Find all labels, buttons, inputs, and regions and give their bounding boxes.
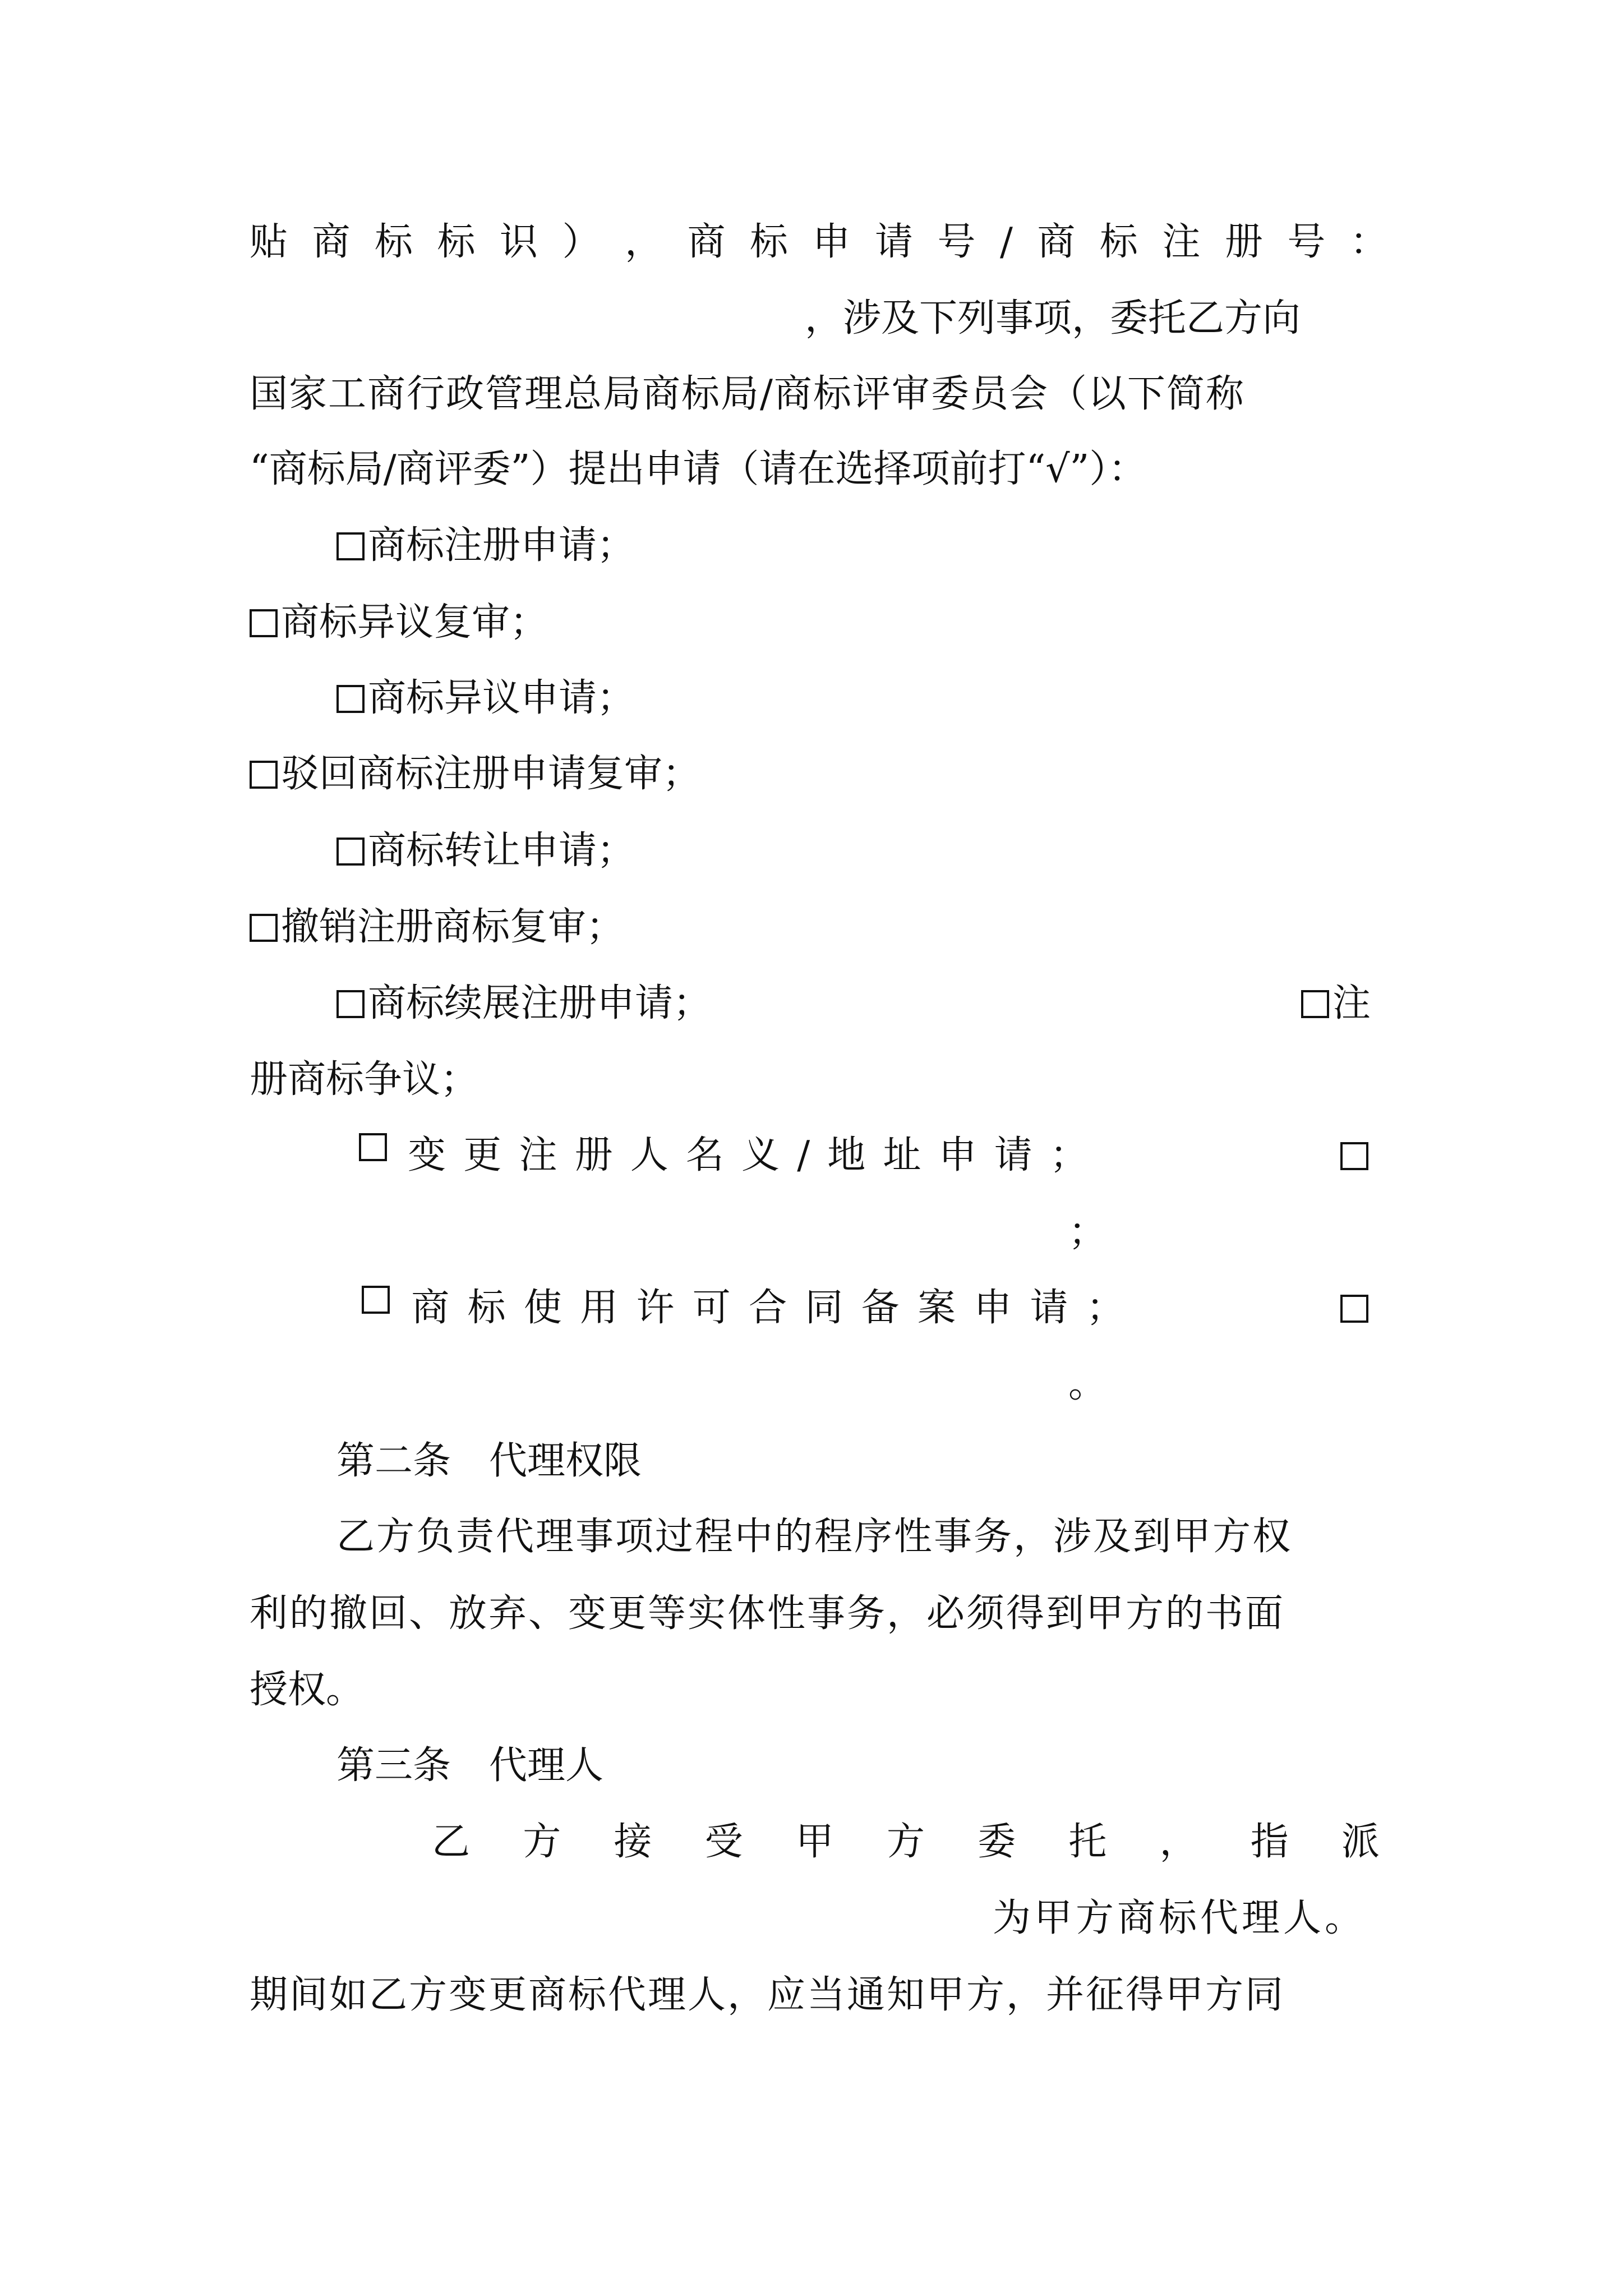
checkbox-box[interactable] bbox=[1340, 1142, 1368, 1170]
checkbox-label-char: 变 bbox=[408, 1133, 446, 1177]
checkbox-label: 商标异议复审； bbox=[281, 600, 548, 645]
spread-char: 指 bbox=[1250, 1820, 1289, 1864]
checkbox-transfer-application[interactable] bbox=[336, 829, 635, 873]
semicolon-mark: ； bbox=[1068, 1210, 1107, 1254]
checkbox-label-char: 更 bbox=[463, 1133, 502, 1177]
checkbox-label-char: 申 bbox=[938, 1133, 977, 1177]
spread-char: 标 bbox=[1099, 220, 1138, 264]
spread-char: 标 bbox=[375, 220, 413, 264]
article-2-body-line-3: 授权。 bbox=[250, 1668, 365, 1712]
spread-char: 甲 bbox=[795, 1820, 834, 1864]
article-3-line-3: 期间如乙方变更商标代理人，应当通知甲方，并征得甲方同 bbox=[250, 1973, 1285, 2017]
spread-char: 受 bbox=[704, 1820, 743, 1864]
checkbox-label-continuation: 册商标争议； bbox=[250, 1057, 479, 1102]
checkbox-license-filing[interactable] bbox=[362, 1286, 1124, 1331]
checkbox-label-char: 申 bbox=[974, 1286, 1012, 1330]
checkbox-opposition-review[interactable] bbox=[250, 600, 548, 645]
spread-char: 委 bbox=[978, 1820, 1016, 1864]
checkbox-label: 驳回商标注册申请复审； bbox=[281, 752, 701, 796]
checkbox-label-char: 同 bbox=[805, 1286, 843, 1330]
checkbox-box[interactable] bbox=[362, 1286, 390, 1314]
checkbox-label-char: 标 bbox=[467, 1286, 506, 1330]
checkbox-label-char: ； bbox=[1049, 1133, 1088, 1177]
checkbox-label-char: 址 bbox=[883, 1133, 921, 1177]
checkbox-label-char: ； bbox=[1086, 1286, 1124, 1330]
spread-char: ： bbox=[1349, 220, 1388, 264]
checkbox-label: 商标续展注册申请； bbox=[368, 981, 712, 1025]
article-3-heading: 第三条 代理人 bbox=[336, 1743, 604, 1788]
article-2-body-line-1: 乙方负责代理事项过程中的程序性事务，涉及到甲方权 bbox=[336, 1515, 1293, 1559]
paragraph-line-4: “商标局/商评委”）提出申请（请在选择项前打“√”）： bbox=[250, 447, 1147, 491]
checkbox-label-char: 请 bbox=[1030, 1286, 1068, 1330]
spread-char: 标 bbox=[750, 220, 789, 264]
spread-char: 方 bbox=[886, 1820, 925, 1864]
checkbox-box[interactable] bbox=[1340, 1295, 1368, 1323]
checkbox-label-char: 请 bbox=[994, 1133, 1032, 1177]
checkbox-label-char: 注 bbox=[519, 1133, 557, 1177]
article-3-line-2: 为甲方商标代理人。 bbox=[993, 1896, 1367, 1940]
checkbox-label: 撤销注册商标复审； bbox=[281, 905, 625, 949]
article-2-heading: 第二条 代理权限 bbox=[336, 1439, 642, 1483]
checkbox-label: 商标注册申请； bbox=[368, 523, 635, 568]
checkbox-rejection-review[interactable] bbox=[250, 752, 700, 797]
checkbox-extra-1[interactable] bbox=[1340, 1133, 1372, 1178]
checkbox-box[interactable] bbox=[336, 685, 365, 713]
spread-char: 接 bbox=[614, 1820, 652, 1864]
checkbox-opposition-application[interactable] bbox=[336, 676, 635, 721]
checkbox-label-char: 义 bbox=[741, 1133, 780, 1177]
paragraph-line-3: 国家工商行政管理总局商标局/商标评审委员会（以下简称 bbox=[250, 372, 1245, 416]
checkbox-renewal-application[interactable] bbox=[336, 981, 711, 1026]
spread-char: / bbox=[1000, 220, 1013, 264]
checkbox-label: 商标转让申请； bbox=[368, 829, 635, 873]
checkbox-label-char: 案 bbox=[917, 1286, 956, 1330]
checkbox-label-char: 使 bbox=[523, 1286, 562, 1330]
article-2-body-line-2: 利的撤回、放弃、变更等实体性事务，必须得到甲方的书面 bbox=[250, 1591, 1285, 1636]
checkbox-box[interactable] bbox=[250, 914, 278, 942]
spread-char: 贴 bbox=[250, 220, 288, 264]
checkbox-box[interactable] bbox=[336, 532, 365, 560]
checkbox-label-char: 用 bbox=[580, 1286, 619, 1330]
spread-char: 识 bbox=[500, 220, 538, 264]
spread-char: 派 bbox=[1341, 1820, 1380, 1864]
checkbox-label-char: 可 bbox=[692, 1286, 731, 1330]
checkbox-trademark-registration[interactable] bbox=[336, 523, 635, 568]
spread-char: ， bbox=[1159, 1820, 1198, 1864]
period-mark: 。 bbox=[1068, 1362, 1107, 1406]
spread-char: 申 bbox=[812, 220, 851, 264]
spread-char: 号 bbox=[937, 220, 976, 264]
checkbox-box[interactable] bbox=[250, 609, 278, 637]
spread-char: ） bbox=[562, 220, 601, 264]
checkbox-label: 商标异议申请； bbox=[368, 676, 635, 720]
spread-char: 商 bbox=[687, 220, 726, 264]
checkbox-box[interactable] bbox=[1301, 990, 1329, 1018]
checkbox-label-char: 名 bbox=[685, 1133, 724, 1177]
spread-char: 方 bbox=[523, 1820, 561, 1864]
checkbox-label-char: 合 bbox=[749, 1286, 787, 1330]
checkbox-label-char: / bbox=[797, 1133, 810, 1177]
spread-char: 乙 bbox=[432, 1820, 471, 1864]
paragraph-line-2: ，涉及下列事项，委托乙方向 bbox=[805, 296, 1301, 341]
checkbox-label-char: 商 bbox=[411, 1286, 450, 1330]
checkbox-box[interactable] bbox=[359, 1133, 387, 1161]
checkbox-box[interactable] bbox=[250, 761, 278, 789]
checkbox-extra-2[interactable] bbox=[1340, 1286, 1372, 1331]
article-3-line-1 bbox=[432, 1820, 1380, 1865]
checkbox-change-registrant[interactable] bbox=[359, 1133, 1088, 1178]
spread-char: 号 bbox=[1287, 220, 1326, 264]
spread-char: ， bbox=[625, 220, 663, 264]
checkbox-label-char: 备 bbox=[861, 1286, 900, 1330]
checkbox-label: 注 bbox=[1332, 981, 1371, 1025]
checkbox-box[interactable] bbox=[336, 838, 365, 866]
checkbox-registered-dispute[interactable] bbox=[1301, 981, 1371, 1026]
spread-char: 标 bbox=[437, 220, 476, 264]
checkbox-label-char: 人 bbox=[630, 1133, 668, 1177]
spread-char: 托 bbox=[1068, 1820, 1107, 1864]
paragraph-line-1 bbox=[250, 220, 1388, 265]
checkbox-box[interactable] bbox=[336, 990, 365, 1018]
checkbox-label-char: 许 bbox=[636, 1286, 675, 1330]
spread-char: 商 bbox=[312, 220, 351, 264]
spread-char: 册 bbox=[1224, 220, 1263, 264]
spread-char: 请 bbox=[875, 220, 914, 264]
checkbox-label-char: 地 bbox=[827, 1133, 866, 1177]
checkbox-revocation-review[interactable] bbox=[250, 905, 624, 950]
checkbox-label-char: 册 bbox=[574, 1133, 613, 1177]
spread-char: 注 bbox=[1162, 220, 1201, 264]
spread-char: 商 bbox=[1037, 220, 1076, 264]
